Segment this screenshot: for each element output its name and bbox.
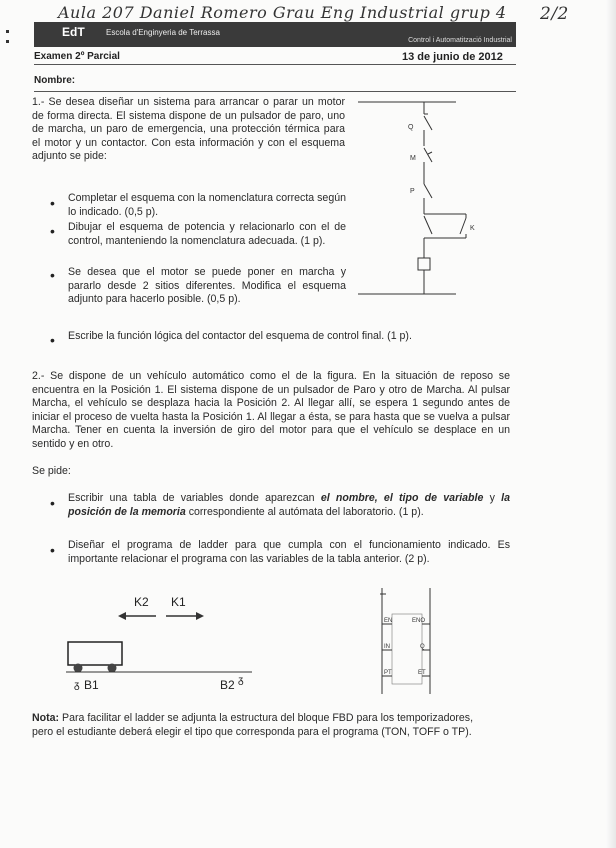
- q2-bullet-2: Diseñar el programa de ladder para que cumpla con el funcionamiento indicado. Es importante relacionar el programa con las variables de la tabla anterior. (2 p).: [68, 539, 510, 565]
- fbd-pin-pt: PT: [384, 670, 392, 676]
- emergency-stop-actuator: [428, 152, 432, 154]
- arrow-left-head: [118, 612, 126, 620]
- school-banner: [34, 22, 516, 47]
- fbd-pin-eno: ENO: [412, 618, 426, 624]
- q2-bullet-1-emph-b: la posición de la memoria: [68, 492, 510, 518]
- q1-bullet-4: Escribe la función lógica del contactor del esquema de control final. (1 p).: [68, 330, 412, 342]
- label-b1: B1: [84, 678, 99, 692]
- schematic-label-k: K: [470, 225, 475, 232]
- vehicle-body: [68, 642, 122, 665]
- label-k1: K1: [171, 595, 186, 609]
- sensor-b1-symbol: ᵹ: [74, 680, 80, 691]
- name-label: Nombre:: [34, 75, 76, 86]
- bullet-marker: •: [50, 542, 55, 558]
- vehicle-figure: [56, 586, 276, 696]
- q1-bullet-3: Se desea que el motor se puede poner en marcha y pararlo desde 2 sitios diferentes. Modifica el esquema adjunto para hacerlo posible. (0,5 p).: [68, 266, 346, 306]
- fbd-pin-en: EN: [384, 618, 393, 624]
- schematic-label-m: M: [410, 155, 416, 162]
- exam-date: 13 de junio de 2012: [402, 51, 503, 63]
- schematic-label-p: P: [410, 188, 415, 195]
- handwritten-page-number: 2/2: [540, 4, 569, 24]
- q1-bullet-1: Completar el esquema con la nomenclatura correcta según lo indicado. (0,5 p).: [68, 192, 346, 218]
- sensor-b2-symbol: ᵹ: [238, 675, 244, 686]
- note-label: Nota:: [32, 712, 60, 724]
- scan-edge-shadow: [606, 0, 616, 848]
- bullet-marker: •: [50, 332, 55, 348]
- holding-contact: [460, 218, 466, 234]
- emergency-stop-contact: [424, 148, 432, 162]
- school-logo: EdT: [62, 25, 85, 39]
- stop-pushbutton-contact: [424, 184, 432, 198]
- contactor-coil: [418, 258, 430, 270]
- fbd-pin-in: IN: [384, 644, 390, 650]
- arrow-right-head: [196, 612, 204, 620]
- binding-mark: [6, 40, 9, 43]
- fbd-timer-block: [374, 586, 444, 698]
- schematic-label-q: Q: [408, 124, 414, 131]
- q2-bullet-1-text-a: Escribir una tabla de variables donde aparezcan: [68, 492, 321, 504]
- binding-mark: [6, 30, 9, 33]
- department-name: Control i Automatització Industrial: [408, 37, 512, 44]
- q2-bullet-1: [68, 492, 510, 519]
- label-b2: B2: [220, 678, 235, 692]
- bullet-marker: •: [50, 495, 55, 511]
- q2-bullet-1-text-c: y: [483, 492, 502, 504]
- handwritten-header-note: Aula 207 Daniel Romero Grau Eng Industrial grup 4: [58, 3, 507, 22]
- thermal-contact: [424, 116, 432, 130]
- q2-intro: 2.- Se dispone de un vehículo automático como el de la figura. En la situación de reposo se encuentra en la Posición 1. El sistema dispone de un pulsador de Paro y otro de Marcha. Al pulsar Marcha, el vehículo se desplaza hacia la Posición 2. Al llegar allí, se espera 1 segundo antes de iniciar el proceso de vuelta hasta la Posición 1. Al llegar a ésta, se para hasta que se vuelva a pulsar Marcha. Tener en cuenta la inversión de giro del motor para que el vehículo se desplace en un sentido y en otro.: [32, 370, 510, 450]
- fbd-pin-et: ET: [418, 670, 426, 676]
- vehicle-wheel: [74, 664, 83, 673]
- q1-intro: 1.- Se desea diseñar un sistema para arrancar o parar un motor de forma directa. El sistema dispone de un pulsador de paro, uno de marcha, un paro de emergencia, una protección térmica para el motor y un contactor. Con esta información y con el esquema adjunto se pide:: [32, 96, 345, 163]
- fbd-pin-q: Q: [420, 644, 425, 650]
- note-text: Para facilitar el ladder se adjunta la estructura del bloque FBD para los temporizadores, pero el estudiante deberá elegir el tipo que corresponda para el programa (TON, TOFF o TP).: [32, 712, 474, 738]
- q2-bullet-1-emph-a: el nombre, el tipo de variable: [320, 492, 484, 504]
- bullet-marker: •: [50, 223, 55, 239]
- bullet-marker: •: [50, 195, 55, 211]
- start-pushbutton-contact: [424, 216, 432, 234]
- name-rule: [34, 91, 516, 92]
- label-k2: K2: [134, 595, 149, 609]
- note: [32, 712, 482, 739]
- bullet-marker: •: [50, 267, 55, 283]
- q1-bullet-2: Dibujar el esquema de potencia y relacionarlo con el de control, manteniendo la nomenclatura adecuada. (1 p).: [68, 221, 346, 247]
- school-name: Escola d'Enginyeria de Terrassa: [106, 28, 220, 37]
- header-rule: [34, 64, 516, 65]
- vehicle-wheel: [108, 664, 117, 673]
- q2-bullet-1-text-e: correspondiente al autómata del laboratorio. (1 p).: [185, 505, 424, 518]
- q2-ask: Se pide:: [32, 465, 71, 477]
- control-schematic: [352, 96, 512, 302]
- exam-title: Examen 2º Parcial: [34, 51, 120, 62]
